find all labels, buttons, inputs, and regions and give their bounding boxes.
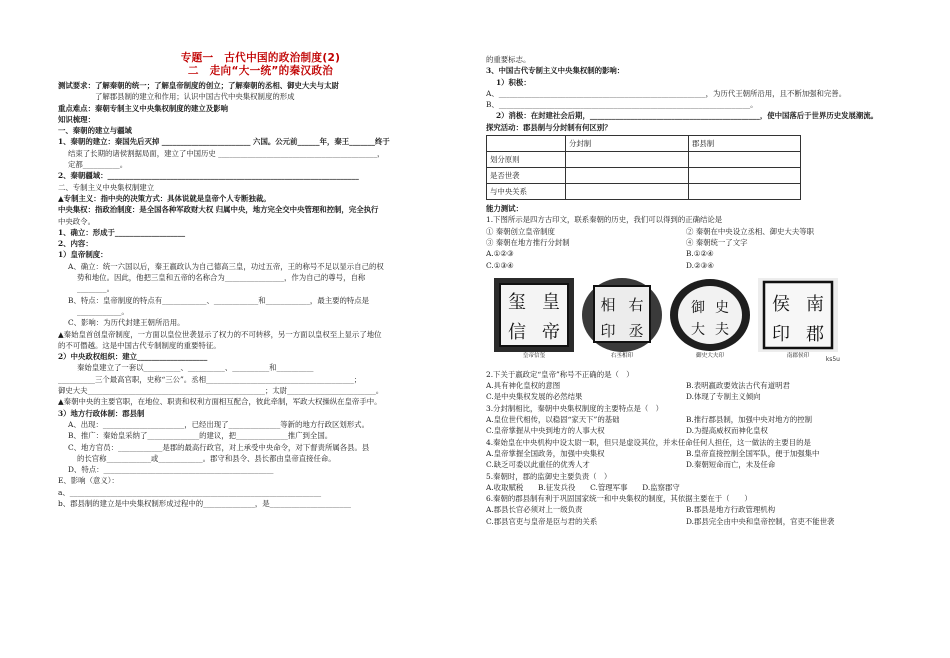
text-line: 2、秦朝疆域：____________________________________________________________________: [58, 171, 359, 181]
text-line: 定都__________。: [68, 160, 128, 170]
option-row: [486, 448, 886, 459]
text-line: 二、专制主义中央集权制建立: [58, 182, 155, 192]
answer-option: ④ 秦朝统一了文字: [686, 237, 748, 247]
text-line: __________三个最高官职，史称“三公”。丞相________________________________________；: [58, 374, 362, 384]
seal-glyph: 信: [508, 321, 526, 343]
text-line: 知识梳理：: [58, 114, 95, 124]
main-title: 专题一 古代中国的政治制度(2): [180, 52, 341, 64]
text-line: 的不可僭越。这是中国古代专制制度的重要特征。: [58, 340, 221, 350]
quiz-questions: [486, 369, 886, 527]
text-line: 重点难点：秦朝专制主义中央集权制度的建立及影响: [58, 103, 228, 113]
option-row: [486, 459, 886, 470]
seal-glyph: 史: [715, 299, 729, 316]
option-row: [486, 391, 886, 402]
seal-glyph: 右: [628, 295, 644, 314]
table-row: [487, 152, 801, 168]
text-line: 结束了长期的诸侯割据局面，建立了中国历史 ___________________________________________，: [68, 148, 385, 158]
table-row-label: 划分原则: [487, 152, 566, 168]
table-header-cell: 分封制: [566, 136, 689, 152]
text-line: 探究活动：郡县制与分封制有何区别？: [486, 122, 612, 132]
seal-glyph: 玺: [508, 291, 526, 313]
text-line: 中央集权：指政治制度：是全国各种军政财大权 归属中央，地方完全交中央管理和控制，完全执行: [58, 205, 379, 215]
answer-option: A.皇帝掌握全国政务，加强中央集权: [486, 448, 605, 458]
answer-option: D.②③④: [686, 260, 714, 270]
text-line: 6.秦朝的郡县制有利于巩固国家统一和中央集权的制度，其依据主要在于（ ）: [486, 494, 752, 504]
table-header-cell: [487, 136, 566, 152]
text-line: 御史大夫________________________________________________；太尉________________________。: [58, 386, 384, 396]
answer-option: D.为提高威权而神化皇权: [686, 426, 768, 436]
table-header-cell: 郡县制: [689, 136, 801, 152]
text-line: B、____________________________________________________________________。: [486, 100, 758, 110]
text-line: 2.下关于嬴政定“皇帝”称号不正确的是（ ）: [486, 369, 634, 379]
table-cell: [566, 168, 689, 184]
seal-glyph: 郡: [806, 323, 824, 345]
text-line: 1）皇帝制度：: [58, 250, 108, 260]
option-row: [486, 516, 886, 527]
text-line: B、推广：秦始皇采纳了______________的建议，把______________推广到全国。: [68, 431, 333, 441]
option-row: [486, 414, 886, 425]
left-column: [58, 52, 463, 509]
option-row: [486, 482, 886, 493]
answer-option: C.①③④: [486, 260, 514, 270]
seal-glyph: 大: [691, 321, 705, 338]
seal-glyph: 御: [691, 299, 705, 316]
text-line: 的长官称____________或____________。郡守和县令、县长都由皇帝直接任命。: [77, 453, 336, 463]
table-row: [487, 168, 801, 184]
answer-option: A.具有神化皇权的意图: [486, 381, 561, 391]
seal-glyph: 印: [600, 321, 616, 340]
answer-option: [686, 482, 886, 493]
text-line: 的重要标志。: [486, 55, 531, 64]
text-line: A、________________________________________________________，为历代王朝所沿用，且不断加强和完善。: [486, 88, 847, 98]
text-line: ▲专制主义：指中央的决策方式：具体说就是皇帝个人专断独裁。: [58, 193, 271, 203]
text-line: 1）积极：: [496, 77, 531, 87]
option-row: [486, 226, 886, 237]
table-cell: [689, 168, 801, 184]
seal-glyph: 丞: [628, 321, 644, 340]
seal-round-icon: [668, 276, 752, 354]
table-row-label: 是否世袭: [487, 168, 566, 184]
text-line: B、特点：皇帝制度的特点有____________、____________和____________，最主要的特点是: [68, 295, 370, 305]
seal-square-icon: [756, 276, 840, 354]
text-line: 1.下图所示是四方古印文，联系秦朝的历史，我们可以得到的正确结论是: [486, 215, 723, 225]
image-source-label: ks5u: [825, 355, 840, 363]
text-line: C、影响：为历代封建王朝所沿用。: [68, 318, 185, 328]
option-row: [486, 380, 886, 391]
answer-option: ② 秦朝在中央设立丞相、御史大夫等职: [686, 226, 814, 236]
text-line: 5.秦朝时，郡的监御史主要负责（ ）: [486, 471, 612, 481]
seal-glyph: 皇: [542, 291, 560, 313]
seal-caption: 南郡侯印: [786, 352, 810, 359]
ancient-seals-image: [492, 276, 844, 366]
text-line: 能力测试：: [486, 204, 523, 214]
seal-image: [668, 276, 752, 360]
seal-image: [580, 276, 664, 360]
seal-image: [492, 276, 576, 360]
text-line: 秦始皇建立了一套以__________、__________、__________和__________: [77, 363, 314, 373]
text-line: C、地方官员：____________是郡的最高行政官，对上承受中央命令，对下督责所属各县。县: [68, 442, 370, 452]
option-row: [486, 260, 886, 271]
text-line: a、____________________________________________________________________: [58, 487, 322, 497]
option-row: [486, 504, 886, 515]
seal-caption: 右丞相印: [610, 352, 634, 359]
text-line: 势和地位。因此，他把三皇和五帝的名称合为________________，作为自己的尊号，自称: [77, 273, 366, 283]
text-line: 一、秦朝的建立与疆域: [58, 126, 132, 136]
seal-caption: 御史大夫印: [696, 352, 724, 359]
text-line: 2）消极：在封建社会后期，______________________________________________，使中国落后于世界历史发展潮流。: [496, 111, 879, 121]
seal-caption: 皇帝信玺: [522, 352, 546, 359]
seal-glyph: 南: [806, 293, 824, 315]
text-line: 2）中央政权组织：建立___________________: [58, 352, 208, 362]
table-row: [487, 184, 801, 200]
text-line: 中央政令。: [58, 216, 95, 226]
answer-option: A.皇位世代相传，以稳固“家天下”的基础: [486, 415, 620, 425]
answer-option: ① 秦朝创立皇帝制度: [486, 226, 555, 236]
option-row: [486, 237, 886, 248]
answer-option: A.①②③: [486, 249, 514, 259]
sub-title: 二 走向“大一统”的秦汉政治: [187, 65, 334, 77]
option-row: [486, 248, 886, 259]
text-line: ▲秦朝中央的主要官职，在地位、职责和权利方面相互配合，彼此牵制，军政大权操纵在皇帝手中。: [58, 397, 382, 407]
answer-option: C.缺乏可委以此重任的优秀人才: [486, 460, 590, 470]
table-cell: [689, 184, 801, 200]
answer-option: D.体现了专制主义倾向: [686, 392, 761, 402]
answer-option: B.皇帝直接控制全国军队，便于加强集中: [686, 448, 820, 458]
answer-option: C.是中央集权发展的必然结果: [486, 392, 583, 402]
seal-glyph: 夫: [715, 321, 729, 338]
answer-option: ③ 秦朝在地方推行分封制: [486, 237, 570, 247]
seal-glyph: 侯: [772, 293, 790, 315]
answer-option: A.郡县长官必须对上一级负责: [486, 505, 583, 515]
text-line: 了解郡县制的建立和作用；认识中国古代中央集权制度的形成: [58, 92, 295, 102]
seal-glyph: 帝: [542, 321, 560, 343]
text-line: 4.秦始皇在中央机构中设太尉一职，但只是虚设其位，并未任命任何人担任，这一做法的主要目的是: [486, 437, 811, 447]
text-line: D、特点：______________________________________________: [68, 465, 274, 475]
seal-glyph: 相: [600, 295, 616, 314]
table-header-row: [487, 136, 801, 152]
text-line: 1、确立：形成于___________________: [58, 227, 186, 237]
answer-option: B.郡县是地方行政管理机构: [686, 505, 776, 515]
answer-option: B.表明嬴政要效法古代有道明君: [686, 381, 790, 391]
answer-option: C.皇帝掌握从中央到地方的人事大权: [486, 426, 605, 436]
answer-option: B.推行郡县制，加强中央对地方的控制: [686, 415, 813, 425]
answer-option: C.郡县官吏与皇帝是臣与君的关系: [486, 516, 598, 526]
right-column: [486, 54, 886, 527]
seal-square-icon: [492, 276, 576, 354]
text-line: 3、中国古代专制主义中央集权制的影响：: [486, 66, 625, 76]
text-line: ▲秦始皇首创皇帝制度，一方面以皇位世袭显示了权力的不可转移，另一方面以皇权至上显示了地位: [58, 329, 382, 339]
option-row: [486, 425, 886, 436]
answer-option: A.收取赋税 B.征发兵役 C.管理军事 D.监察郡守: [486, 482, 680, 492]
left-text-body: [58, 80, 463, 509]
text-line: ________。: [77, 284, 114, 294]
question-1-options: [486, 226, 886, 271]
seal-glyph: 印: [772, 323, 790, 345]
table-cell: [566, 184, 689, 200]
text-line: 1、秦朝的建立：秦国先后灭掉 ________________________ 六国。公元前______年，秦王_______终于: [58, 137, 390, 147]
answer-option: D.郡县完全由中央和皇帝控制，官吏不能世袭: [686, 516, 835, 526]
seal-image: [756, 276, 840, 360]
answer-option: B.①②④: [686, 249, 714, 259]
table-row-label: 与中央关系: [487, 184, 566, 200]
table-cell: [566, 152, 689, 168]
text-line: A、出现：______________________，已经出现了______________等新的地方行政区划形式。: [68, 419, 369, 429]
table-cell: [689, 152, 801, 168]
seal-round-icon: [580, 276, 664, 354]
answer-option: D.秦朝短命而亡，未及任命: [686, 460, 776, 470]
text-line: 3）地方行政体制：郡县制: [58, 408, 145, 418]
text-line: A、确立：统一六国以后，秦王嬴政认为自己德高三皇，功过五帝，王的称号不足以显示自己的权: [68, 261, 384, 271]
right-top-text: [486, 54, 886, 133]
text-line: 3.分封制相比，秦朝中央集权制度的主要特点是（ ）: [486, 403, 664, 413]
quiz-heading: [486, 203, 886, 226]
text-line: 2、内容：: [58, 239, 93, 249]
comparison-table: [486, 135, 801, 200]
text-line: E、影响（意义）：: [58, 476, 119, 486]
text-line: ____________。: [77, 306, 129, 316]
text-line: 测试要求：了解秦朝的统一；了解皇帝制度的创立；了解秦朝的丞相、御史大夫与太尉: [58, 81, 339, 90]
text-line: b、郡县制的建立是中央集权制形成过程中的______________，是______________________: [58, 498, 351, 508]
